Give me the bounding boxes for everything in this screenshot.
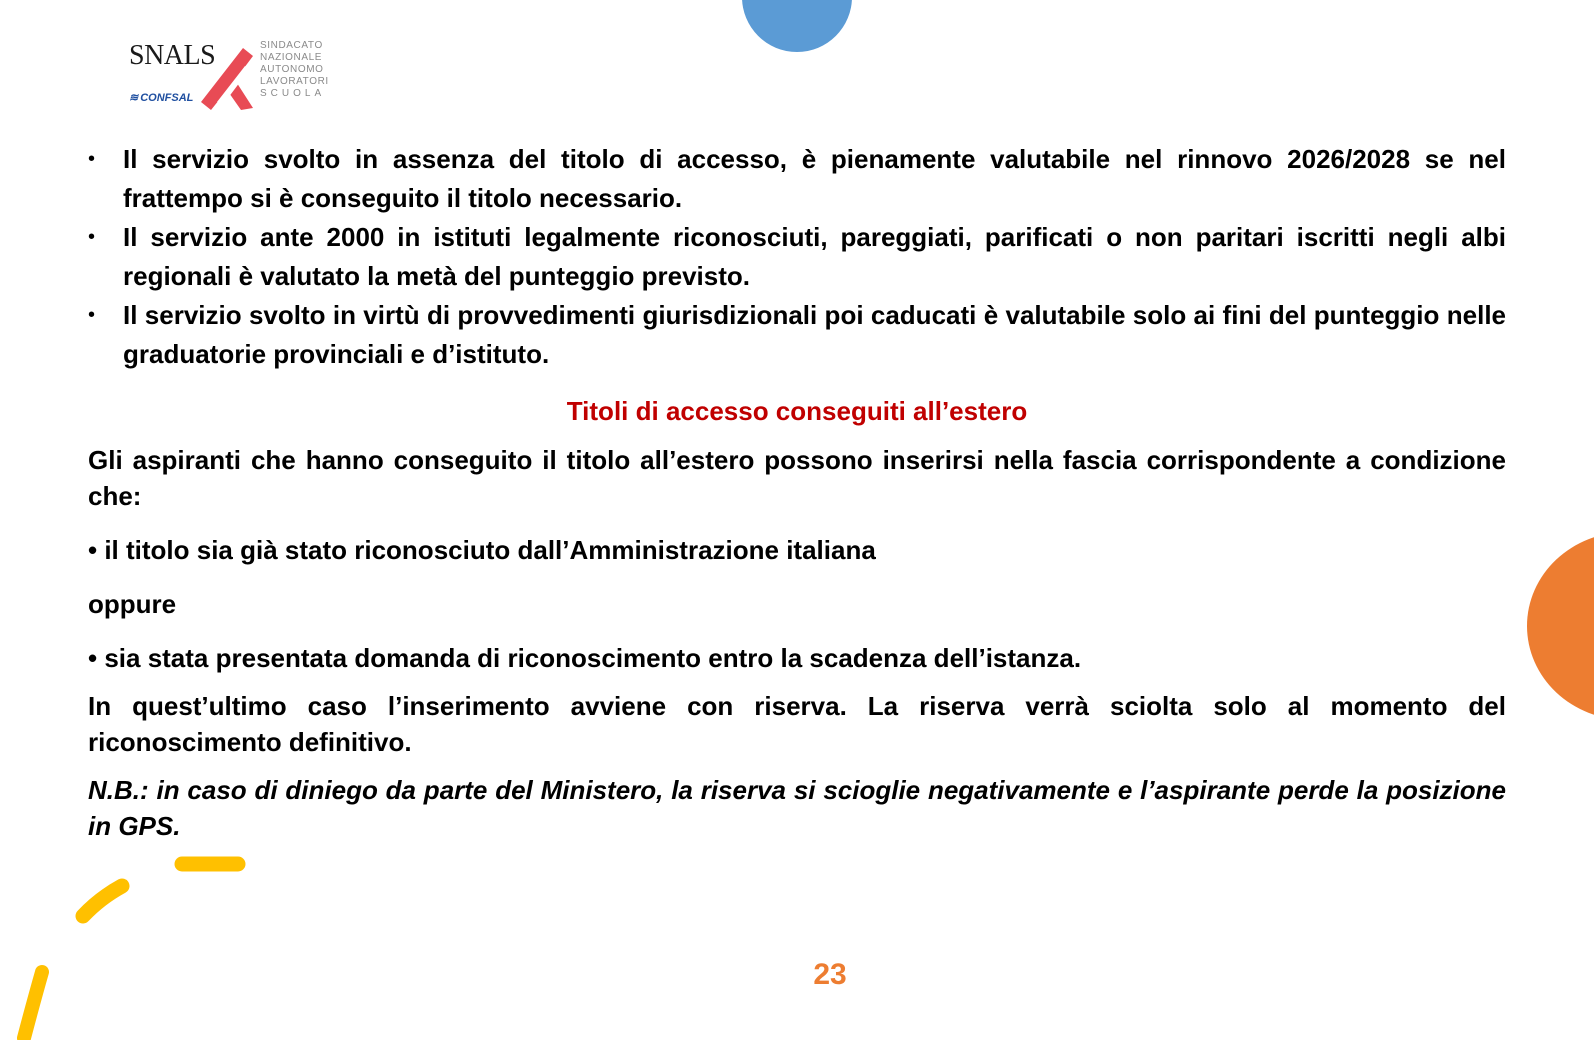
logo-line: LAVORATORI [260,76,329,87]
bullet-item [88,218,1506,296]
logo-text-lines [260,40,329,100]
bullet-item [88,296,1506,374]
bullet-symbol: • [88,148,96,170]
condition-two: • sia stata presentata domanda di riconoscimento entro la scadenza dell’istanza. [88,643,1082,673]
bullet-symbol: • [88,304,96,326]
logo-confederation-label: CONFSAL [140,92,194,104]
logo-wordmark: SNALS [129,40,216,71]
page-number: 23 [813,958,847,991]
bullet-item [88,140,1506,218]
decorative-orange-circle [1527,532,1594,720]
intro-paragraph: Gli aspiranti che hanno conseguito il titolo all’estero possono inserirsi nella fascia corrispondente a condizione che: [88,445,1506,511]
bullet-symbol: • [88,226,96,248]
snals-red-mark-icon [199,42,255,112]
section-title: Titoli di accesso conseguiti all’estero [566,396,1028,426]
service-bullet-list [88,140,1506,374]
decorative-blue-circle [742,0,852,52]
bullet-text: Il servizio svolto in assenza del titolo di accesso, è pienamente valutabile nel rinnovo 2026/2028 se nel frattempo si è conseguito il titolo necessario. [123,144,1506,213]
decorative-yellow-strokes [0,840,260,1040]
bullet-text: Il servizio svolto in virtù di provvedimenti giurisdizionali poi caducati è valutabile solo ai fini del punteggio nelle graduatorie provinciali e d’istituto. [123,300,1506,369]
slide-body [88,140,1506,844]
bullet-text: Il servizio ante 2000 in istituti legalmente riconosciuti, pareggiati, parificati o non paritari iscritti negli albi regionali è valutato la metà del punteggio previsto. [123,222,1506,291]
logo-line: NAZIONALE [260,52,323,63]
or-separator: oppure [88,589,177,619]
nb-note: N.B.: in caso di diniego da parte del Ministero, la riserva si scioglie negativamente e l’aspirante perde la posizione in GPS. [88,775,1506,841]
logo-line: SINDACATO [260,40,323,51]
reserve-note: In quest’ultimo caso l’inserimento avviene con riserva. La riserva verrà sciolta solo al momento del riconoscimento definitivo. [88,691,1506,757]
logo-line: SCUOLA [260,88,326,99]
confsal-wing-icon: ≋ [129,92,139,104]
logo-confederation [129,91,193,104]
condition-one: • il titolo sia già stato riconosciuto dall’Amministrazione italiana [88,535,876,565]
logo-line: AUTONOMO [260,64,324,75]
snals-confsal-logo [125,38,335,112]
